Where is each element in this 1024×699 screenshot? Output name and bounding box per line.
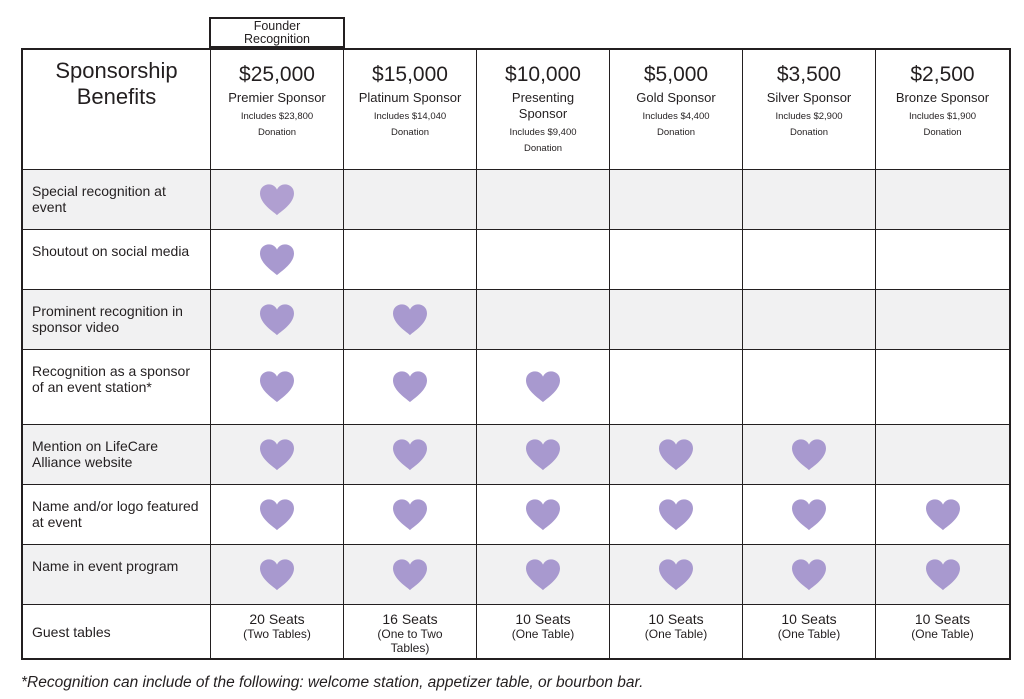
tier-donation: Includes $1,900 Donation xyxy=(908,111,977,138)
benefit-empty-cell xyxy=(743,170,876,230)
benefit-included-cell xyxy=(477,425,610,485)
heart-icon xyxy=(790,498,828,532)
benefit-included-cell xyxy=(477,545,610,605)
benefit-empty-cell xyxy=(743,290,876,350)
heart-icon xyxy=(258,438,296,472)
heart-icon xyxy=(524,498,562,532)
heart-icon xyxy=(657,558,695,592)
seat-count: 20 Seats xyxy=(249,611,305,627)
sponsorship-benefits-table xyxy=(21,48,1011,660)
benefit-label: Name in event program xyxy=(23,545,211,605)
tier-price: $15,000 xyxy=(372,63,448,86)
benefit-label: Name and/or logo featured at event xyxy=(23,485,211,545)
benefit-empty-cell xyxy=(610,230,743,290)
benefit-included-cell xyxy=(610,425,743,485)
table-count: (One Table) xyxy=(777,627,841,641)
benefit-empty-cell xyxy=(477,170,610,230)
tier-header xyxy=(344,50,477,170)
tier-name: Bronze Sponsor xyxy=(895,90,990,105)
table-corner-header xyxy=(23,50,211,170)
benefit-included-cell xyxy=(211,290,344,350)
benefit-included-cell xyxy=(743,545,876,605)
founder-recognition-label xyxy=(209,17,345,48)
tier-name: Premier Sponsor xyxy=(228,90,326,105)
guest-tables-label: Guest tables xyxy=(23,605,211,658)
heart-icon xyxy=(524,370,562,404)
guest-tables-cell xyxy=(477,605,610,658)
guest-tables-cell xyxy=(211,605,344,658)
benefit-empty-cell xyxy=(610,350,743,425)
heart-icon xyxy=(524,558,562,592)
benefit-included-cell xyxy=(211,230,344,290)
tier-header xyxy=(743,50,876,170)
heart-icon xyxy=(258,183,296,217)
tier-name: Platinum Sponsor xyxy=(358,90,462,105)
tier-donation: Includes $14,040 Donation xyxy=(373,111,447,138)
tier-donation: Includes $4,400 Donation xyxy=(642,111,710,138)
heart-icon xyxy=(924,498,962,532)
tier-name: Silver Sponsor xyxy=(766,90,852,105)
tier-header xyxy=(610,50,743,170)
heart-icon xyxy=(391,438,429,472)
founder-recognition-text: Founder Recognition xyxy=(243,18,310,46)
heart-icon xyxy=(524,438,562,472)
benefit-empty-cell xyxy=(743,350,876,425)
tier-donation: Includes $2,900 Donation xyxy=(775,111,843,138)
tier-header xyxy=(477,50,610,170)
heart-icon xyxy=(391,370,429,404)
heart-icon xyxy=(924,558,962,592)
seat-count: 16 Seats xyxy=(382,611,438,627)
benefit-included-cell xyxy=(211,485,344,545)
tier-donation: Includes $9,400 Donation xyxy=(509,127,577,154)
table-count: (One Table) xyxy=(511,627,575,641)
benefit-included-cell xyxy=(743,425,876,485)
heart-icon xyxy=(790,558,828,592)
tier-donation: Includes $23,800 Donation xyxy=(240,111,314,138)
benefit-included-cell xyxy=(876,485,1009,545)
tier-price: $10,000 xyxy=(505,63,581,86)
seat-count: 10 Seats xyxy=(914,611,971,627)
benefit-empty-cell xyxy=(876,290,1009,350)
tier-price: $3,500 xyxy=(776,63,842,86)
benefit-label: Prominent recognition in sponsor video xyxy=(23,290,211,350)
benefit-empty-cell xyxy=(477,290,610,350)
guest-tables-cell xyxy=(344,605,477,658)
heart-icon xyxy=(657,498,695,532)
benefit-empty-cell xyxy=(344,170,477,230)
guest-tables-cell xyxy=(876,605,1009,658)
benefit-empty-cell xyxy=(743,230,876,290)
heart-icon xyxy=(258,558,296,592)
benefit-included-cell xyxy=(344,485,477,545)
benefit-label: Recognition as a sponsor of an event station* xyxy=(23,350,211,425)
benefit-label: Special recognition at event xyxy=(23,170,211,230)
benefit-included-cell xyxy=(610,545,743,605)
benefit-included-cell xyxy=(211,545,344,605)
table-count: (One Table) xyxy=(911,627,974,641)
benefit-label: Shoutout on social media xyxy=(23,230,211,290)
benefit-included-cell xyxy=(344,350,477,425)
benefit-included-cell xyxy=(477,485,610,545)
tier-price: $5,000 xyxy=(643,63,709,86)
benefit-included-cell xyxy=(477,350,610,425)
benefit-included-cell xyxy=(743,485,876,545)
benefit-empty-cell xyxy=(610,170,743,230)
benefit-included-cell xyxy=(344,545,477,605)
benefit-included-cell xyxy=(610,485,743,545)
benefit-empty-cell xyxy=(876,230,1009,290)
tier-price: $25,000 xyxy=(239,63,315,86)
table-count: (One to Two Tables) xyxy=(377,627,443,655)
benefit-label: Mention on LifeCare Alliance website xyxy=(23,425,211,485)
benefit-empty-cell xyxy=(344,230,477,290)
table-count: (One Table) xyxy=(644,627,708,641)
guest-tables-cell xyxy=(610,605,743,658)
heart-icon xyxy=(258,243,296,277)
heart-icon xyxy=(391,303,429,337)
heart-icon xyxy=(391,498,429,532)
heart-icon xyxy=(258,303,296,337)
heart-icon xyxy=(258,498,296,532)
tier-name: Gold Sponsor xyxy=(636,90,716,105)
benefit-empty-cell xyxy=(876,350,1009,425)
table-count: (Two Tables) xyxy=(243,627,311,641)
tier-name: Presenting Sponsor xyxy=(511,90,575,121)
benefit-included-cell xyxy=(876,545,1009,605)
benefit-empty-cell xyxy=(876,425,1009,485)
guest-tables-cell xyxy=(743,605,876,658)
benefit-empty-cell xyxy=(477,230,610,290)
benefit-empty-cell xyxy=(610,290,743,350)
tier-price: $2,500 xyxy=(910,63,975,86)
benefit-included-cell xyxy=(211,170,344,230)
seat-count: 10 Seats xyxy=(781,611,837,627)
footnote: *Recognition can include of the following: welcome station, appetizer table, or bourbon bar. xyxy=(21,674,644,691)
tier-header xyxy=(876,50,1009,170)
table-title: Sponsorship Benefits xyxy=(55,58,178,109)
heart-icon xyxy=(790,438,828,472)
seat-count: 10 Seats xyxy=(515,611,571,627)
seat-count: 10 Seats xyxy=(648,611,704,627)
benefit-included-cell xyxy=(344,290,477,350)
tier-header xyxy=(211,50,344,170)
benefit-included-cell xyxy=(211,350,344,425)
heart-icon xyxy=(657,438,695,472)
heart-icon xyxy=(391,558,429,592)
benefit-included-cell xyxy=(344,425,477,485)
benefit-empty-cell xyxy=(876,170,1009,230)
benefit-included-cell xyxy=(211,425,344,485)
heart-icon xyxy=(258,370,296,404)
